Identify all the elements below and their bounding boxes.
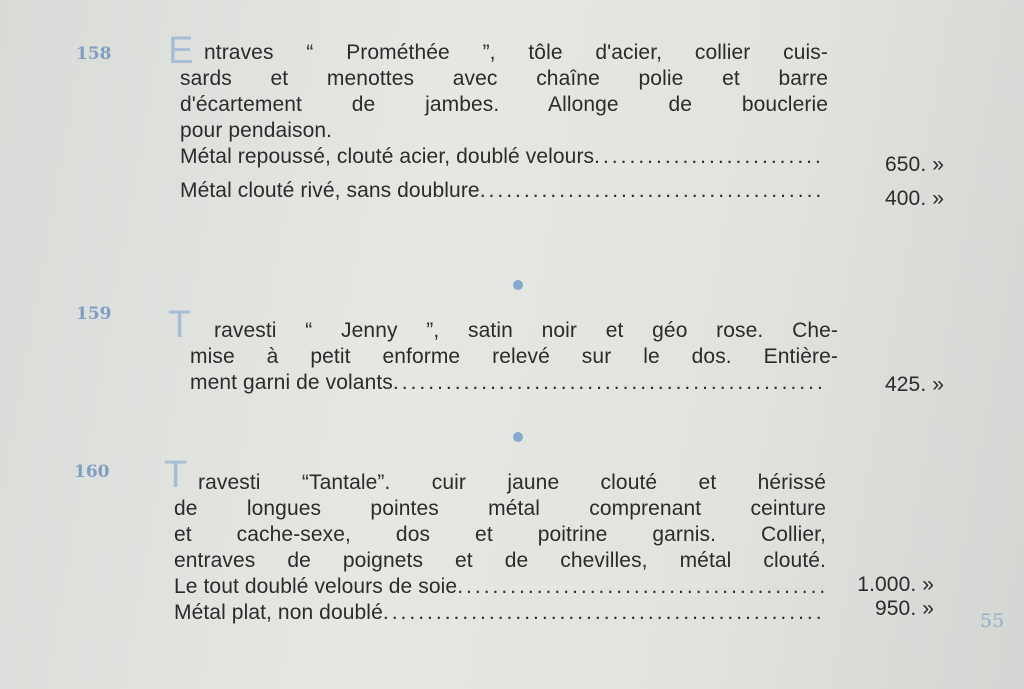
drop-cap: E [168, 30, 194, 72]
price-label: Métal clouté rivé, sans doublure [180, 179, 480, 202]
dot-leader [480, 178, 825, 204]
page-number: 55 [980, 610, 1005, 632]
price-label: ment garni de volants [190, 371, 393, 394]
price-value: 400. » [885, 187, 944, 210]
price-label: Métal repoussé, clouté acier, doublé velours [180, 145, 595, 168]
entry-number: 159 [76, 304, 112, 324]
price-label: Métal plat, non doublé [174, 601, 383, 624]
text-line: pour pendaison. [180, 119, 333, 142]
price-row [174, 597, 934, 626]
price-row [190, 370, 944, 396]
entry-text [174, 470, 934, 626]
drop-cap: T [168, 304, 192, 346]
price-label: Le tout doublé velours de soie [174, 575, 458, 598]
text-line: mise à petit enforme relevé sur le dos. Entière- [190, 345, 838, 368]
dot-leader [594, 144, 825, 170]
text-line: sards et menottes avec chaîne polie et barre [180, 67, 828, 90]
entry-number: 158 [76, 44, 112, 64]
text-line: de longues pointes métal comprenant ceinture [174, 497, 826, 520]
dot-leader [457, 574, 826, 600]
price-row [174, 573, 934, 600]
price-row [180, 178, 944, 210]
text-line: ravesti “ Jenny ”, satin noir et géo rose. Che- [214, 319, 838, 342]
drop-cap: T [164, 454, 188, 496]
text-line: entraves de poignets et de chevilles, métal clouté. [174, 549, 826, 572]
text-line: ntraves “ Prométhée ”, tôle d'acier, collier cuis- [204, 41, 828, 64]
price-value: 1.000. » [857, 573, 934, 596]
dot-leader [383, 600, 826, 626]
text-line: et cache-sexe, dos et poitrine garnis. Collier, [174, 523, 826, 546]
entry-number: 160 [74, 462, 110, 482]
entry-text [190, 318, 944, 396]
price-value: 650. » [885, 153, 944, 176]
price-value: 425. » [885, 373, 944, 396]
text-line: ravesti “Tantale”. cuir jaune clouté et hérissé [198, 471, 826, 494]
separator-dot [513, 280, 523, 290]
dot-leader [393, 370, 825, 396]
entry-text [180, 40, 944, 210]
separator-dot [513, 432, 523, 442]
text-line: d'écartement de jambes. Allonge de bouclerie [180, 93, 828, 116]
price-value: 950. » [875, 597, 934, 620]
price-row [180, 144, 944, 176]
